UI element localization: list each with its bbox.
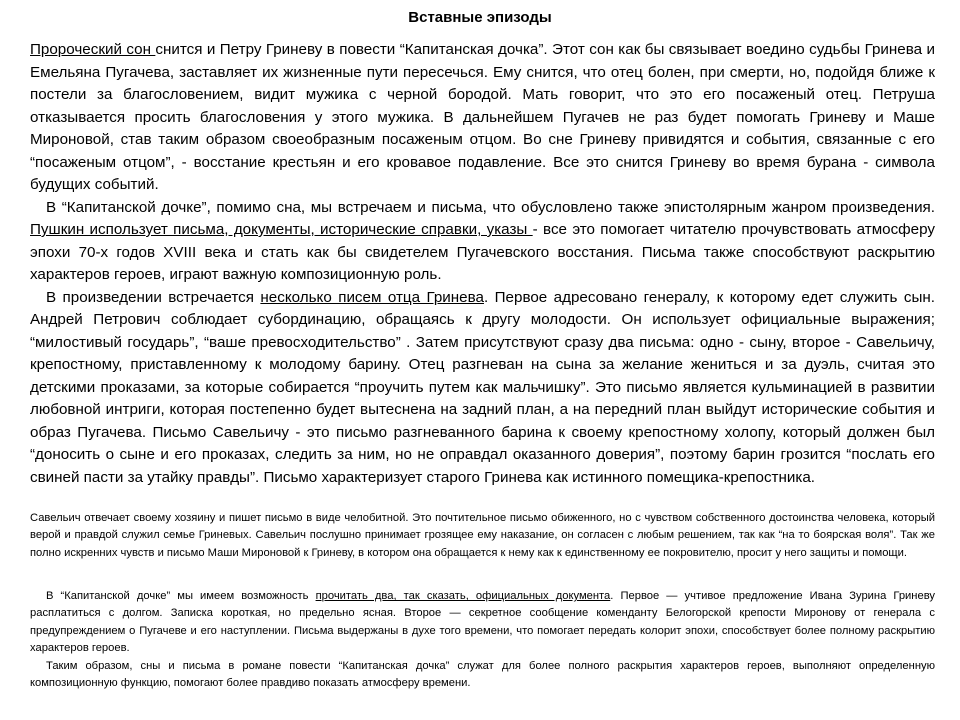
paragraph-conclusion: Таким образом, сны и письма в романе повести “Капитанская дочка” служат для более полного раскрытия характеров героев, выполняют определенную композиционную функцию, помогают более правдиво показать атмосферу времени. bbox=[30, 659, 935, 690]
paragraph-prophetic-dream: Пророческий сон снится и Петру Гриневу в повести “Капитанская дочка”. Этот сон как бы связывает воедино судьбы Гринева и Емельяна Пугачева, заставляет их жизненные пути пересечься. Ему снится, что отец болен, при смерти, но, подойдя ближе к постели за благословением, видит мужика с черной бородой. Мать говорит, что это его посаженый отец. Петруша отказывается просить благословения у этого мужика. В дальнейшем Пугачев не раз будет помогать Гриневу и Маше Мироновой, став таким образом своеобразным посаженым отцом. Во сне Гриневу привидятся и события, связанные с его “посаженым отцом”, - восстание крестьян и его кровавое подавление. Все это снится Гриневу во время бурана - символа будущих событий. bbox=[30, 41, 935, 193]
paragraph-official-documents: В “Капитанской дочке” мы имеем возможность прочитать два, так сказать, официальных документа. Первое — учтивое предложение Ивана Зурина Гриневу расплатиться с долгом. Записка короткая, но предельно ясная. Второе — секретное сообщение коменданту Белогорской крепости Миронову от генерала с предупреждением о Пугачеве и его наступлении. Письма выдержаны в духе того времени, что помогает передать колорит эпохи, способствует более полному раскрытию характеров героев. bbox=[30, 590, 935, 655]
page-title: Вставные эпизоды bbox=[408, 9, 552, 26]
paragraph-savelich-reply: Савельич отвечает своему хозяину и пишет письмо в виде челобитной. Это почтительное письмо обиженного, но с чувством собственного достоинства человека, который верой и правдой служил семье Гриневых. Савельич послушно принимает грозящее ему наказание, он согласен с любым решением, так как “на то боярская воля”. Так же полно искренних чувств и письмо Маши Мироновой к Гриневу, в котором она обращается к нему как к единственному ее покровителю, просит у него защиты и помощи. bbox=[30, 512, 935, 559]
paragraph-letters-intro: В “Капитанской дочке”, помимо сна, мы встречаем и письма, что обусловлено также эпистолярным жанром произведения. Пушкин использует письма, документы, исторические справки, указы - все это помогает читателю прочувствовать атмосферу эпохи 70-х годов XVIII века и стать как бы свидетелем Пугачевского восстания. Письма также способствуют раскрытию характеров героев, играют важную композиционную роль. bbox=[30, 198, 935, 283]
paragraph-father-letters: В произведении встречается несколько писем отца Гринева. Первое адресовано генералу, к которому едет служить сын. Андрей Петрович соблюдает субординацию, обращаясь к другу молодости. Он использует официальные выражения; “милостивый государь”, “ваше превосходительство” . Затем присутствуют сразу два письма: одно - сыну, второе - Савельичу, крепостному, приставленному к молодому барину. Отец разгневан на сына за желание жениться и за дуэль, считая это детскими проказами, за которые собирается “проучить путем как мальчишку”. Это письмо является кульминацией в развитии любовной интриги, которая постепенно будет вытеснена на задний план, а на передний план выйдут исторические события и образ Пугачева. Письмо Савельичу - это письмо разгневанного барина к своему крепостному холопу, который должен был “доносить о сыне и его проказах, следить за ним, но не оправдал оказанного доверия”, поэтому барин грозится “послать его свиней пасти за утайку правды”. Письмо характеризует старого Гринева как истинного помещика-крепостника. bbox=[30, 288, 935, 486]
underlined-phrase: Пророческий сон bbox=[30, 41, 156, 58]
main-text bbox=[30, 39, 935, 489]
underlined-phrase: прочитать два, так сказать, официальных документа bbox=[315, 590, 611, 602]
underlined-phrase: Пушкин использует письма, документы, исторические справки, указы bbox=[30, 221, 533, 238]
closing-text bbox=[30, 588, 935, 692]
underlined-phrase: несколько писем отца Гринева bbox=[260, 288, 484, 306]
